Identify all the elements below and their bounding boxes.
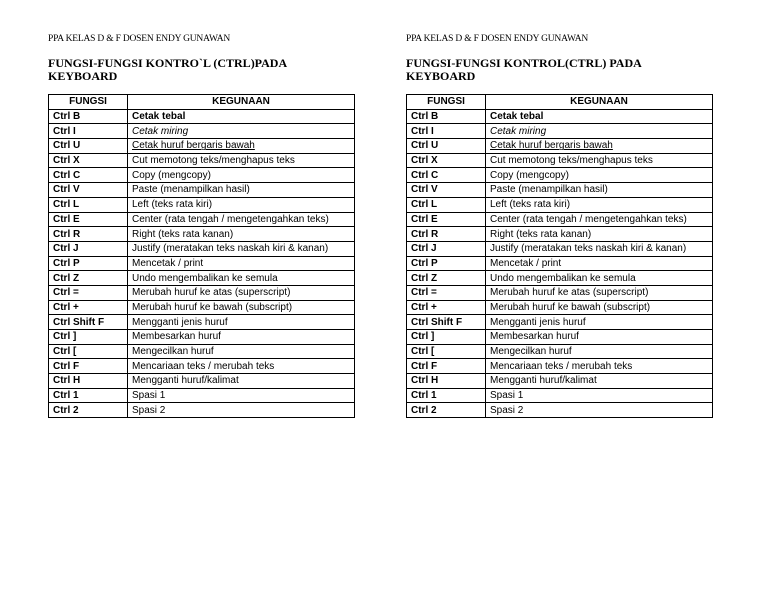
shortcut-description-cell: Spasi 2 <box>486 403 713 418</box>
table-row <box>407 271 713 286</box>
shortcut-key-cell: Ctrl 2 <box>407 403 486 418</box>
title-line-2: KEYBOARD <box>406 69 476 83</box>
shortcut-description-cell: Cut memotong teks/menghapus teks <box>128 153 355 168</box>
shortcut-key-cell: Ctrl 1 <box>407 388 486 403</box>
table-row <box>49 271 355 286</box>
shortcut-key-cell: Ctrl [ <box>49 344 128 359</box>
table-header-row <box>49 95 355 110</box>
shortcut-description-cell: Spasi 2 <box>128 403 355 418</box>
shortcut-description-cell: Copy (mengcopy) <box>128 168 355 183</box>
shortcut-key-cell: Ctrl V <box>407 183 486 198</box>
shortcut-description-cell: Left (teks rata kiri) <box>128 197 355 212</box>
shortcut-key-cell: Ctrl E <box>407 212 486 227</box>
shortcut-description-cell: Right (teks rata kanan) <box>486 227 713 242</box>
title-line-2: KEYBOARD <box>48 69 118 83</box>
shortcut-key-cell: Ctrl L <box>49 197 128 212</box>
shortcut-key-cell: Ctrl P <box>407 256 486 271</box>
shortcut-description-cell: Mencetak / print <box>128 256 355 271</box>
shortcut-description-cell: Merubah huruf ke atas (superscript) <box>128 285 355 300</box>
table-row <box>407 285 713 300</box>
page-header: PPA KELAS D & F DOSEN ENDY GUNAWAN <box>48 34 231 44</box>
shortcut-description-cell: Paste (menampilkan hasil) <box>128 183 355 198</box>
table-row <box>49 124 355 139</box>
shortcut-description-cell: Mencetak / print <box>486 256 713 271</box>
shortcut-description-cell: Cetak tebal <box>486 109 713 124</box>
shortcut-description-cell: Mengganti huruf/kalimat <box>486 374 713 389</box>
shortcut-description-cell: Mengganti huruf/kalimat <box>128 374 355 389</box>
table-row <box>407 109 713 124</box>
shortcut-key-cell: Ctrl H <box>407 374 486 389</box>
shortcut-description-cell: Mengganti jenis huruf <box>486 315 713 330</box>
shortcut-key-cell: Ctrl B <box>407 109 486 124</box>
table-row <box>49 197 355 212</box>
shortcut-key-cell: Ctrl Shift F <box>49 315 128 330</box>
shortcut-key-cell: Ctrl Shift F <box>407 315 486 330</box>
table-row <box>407 124 713 139</box>
table-row <box>407 300 713 315</box>
shortcut-key-cell: Ctrl = <box>407 285 486 300</box>
shortcut-description-cell: Justify (meratakan teks naskah kiri & kanan) <box>128 241 355 256</box>
table-row <box>49 330 355 345</box>
table-row <box>407 197 713 212</box>
title-line-1: FUNGSI-FUNGSI KONTROL(CTRL) PADA <box>406 56 642 70</box>
column-header-fungsi: FUNGSI <box>49 95 128 110</box>
table-row <box>407 168 713 183</box>
column-header-kegunaan: KEGUNAAN <box>486 95 713 110</box>
table-row <box>407 256 713 271</box>
shortcut-description-cell: Cetak miring <box>486 124 713 139</box>
shortcut-description-cell: Mencariaan teks / merubah teks <box>486 359 713 374</box>
shortcut-description-cell: Mencariaan teks / merubah teks <box>128 359 355 374</box>
table-row <box>407 374 713 389</box>
table-row <box>407 183 713 198</box>
table-row <box>49 183 355 198</box>
table-row <box>49 227 355 242</box>
shortcut-description-cell: Right (teks rata kanan) <box>128 227 355 242</box>
table-row <box>49 388 355 403</box>
shortcut-key-cell: Ctrl ] <box>49 330 128 345</box>
shortcut-description-cell: Undo mengembalikan ke semula <box>486 271 713 286</box>
shortcut-key-cell: Ctrl 2 <box>49 403 128 418</box>
shortcut-key-cell: Ctrl L <box>407 197 486 212</box>
page-title <box>406 57 716 83</box>
table-row <box>407 212 713 227</box>
shortcut-description-cell: Cut memotong teks/menghapus teks <box>486 153 713 168</box>
shortcut-key-cell: Ctrl E <box>49 212 128 227</box>
shortcut-key-cell: Ctrl = <box>49 285 128 300</box>
shortcut-key-cell: Ctrl C <box>49 168 128 183</box>
table-row <box>49 109 355 124</box>
table-row <box>49 300 355 315</box>
shortcut-key-cell: Ctrl R <box>407 227 486 242</box>
table-row <box>49 241 355 256</box>
table-row <box>49 139 355 154</box>
shortcut-key-cell: Ctrl 1 <box>49 388 128 403</box>
table-row <box>49 315 355 330</box>
table-row <box>407 139 713 154</box>
shortcut-key-cell: Ctrl F <box>407 359 486 374</box>
shortcut-description-cell: Cetak tebal <box>128 109 355 124</box>
page-title <box>48 57 358 83</box>
shortcut-description-cell: Spasi 1 <box>128 388 355 403</box>
shortcut-description-cell: Mengecilkan huruf <box>128 344 355 359</box>
shortcut-description-cell: Cetak miring <box>128 124 355 139</box>
table-row <box>49 153 355 168</box>
table-row <box>49 344 355 359</box>
shortcut-key-cell: Ctrl R <box>49 227 128 242</box>
table-row <box>407 344 713 359</box>
table-row <box>407 330 713 345</box>
shortcut-key-cell: Ctrl V <box>49 183 128 198</box>
shortcut-description-cell: Center (rata tengah / mengetengahkan teks) <box>486 212 713 227</box>
shortcut-description-cell: Left (teks rata kiri) <box>486 197 713 212</box>
column-header-kegunaan: KEGUNAAN <box>128 95 355 110</box>
table-header-row <box>407 95 713 110</box>
title-line-1: FUNGSI-FUNGSI KONTRO`L (CTRL)PADA <box>48 56 288 70</box>
shortcut-description-cell: Membesarkan huruf <box>128 330 355 345</box>
table-row <box>49 403 355 418</box>
shortcut-description-cell: Mengecilkan huruf <box>486 344 713 359</box>
table-row <box>407 227 713 242</box>
shortcut-description-cell: Paste (menampilkan hasil) <box>486 183 713 198</box>
shortcut-key-cell: Ctrl X <box>407 153 486 168</box>
shortcut-table <box>48 94 355 418</box>
shortcut-table <box>406 94 713 418</box>
shortcut-description-cell: Merubah huruf ke bawah (subscript) <box>486 300 713 315</box>
table-row <box>407 403 713 418</box>
shortcut-key-cell: Ctrl I <box>407 124 486 139</box>
table-row <box>49 285 355 300</box>
shortcut-description-cell: Mengganti jenis huruf <box>128 315 355 330</box>
shortcut-key-cell: Ctrl + <box>407 300 486 315</box>
shortcut-key-cell: Ctrl ] <box>407 330 486 345</box>
shortcut-description-cell: Membesarkan huruf <box>486 330 713 345</box>
shortcut-description-cell: Undo mengembalikan ke semula <box>128 271 355 286</box>
table-row <box>49 374 355 389</box>
shortcut-description-cell: Cetak huruf bergaris bawah <box>486 139 713 154</box>
page-header: PPA KELAS D & F DOSEN ENDY GUNAWAN <box>406 34 589 44</box>
shortcut-description-cell: Cetak huruf bergaris bawah <box>128 139 355 154</box>
shortcut-description-cell: Merubah huruf ke bawah (subscript) <box>128 300 355 315</box>
table-row <box>407 359 713 374</box>
shortcut-description-cell: Copy (mengcopy) <box>486 168 713 183</box>
table-row <box>49 359 355 374</box>
shortcut-description-cell: Center (rata tengah / mengetengahkan teks) <box>128 212 355 227</box>
shortcut-key-cell: Ctrl U <box>49 139 128 154</box>
shortcut-key-cell: Ctrl Z <box>49 271 128 286</box>
shortcut-description-cell: Justify (meratakan teks naskah kiri & kanan) <box>486 241 713 256</box>
shortcut-key-cell: Ctrl J <box>49 241 128 256</box>
table-row <box>49 212 355 227</box>
shortcut-key-cell: Ctrl H <box>49 374 128 389</box>
table-row <box>407 153 713 168</box>
shortcut-key-cell: Ctrl J <box>407 241 486 256</box>
shortcut-key-cell: Ctrl X <box>49 153 128 168</box>
shortcut-description-cell: Merubah huruf ke atas (superscript) <box>486 285 713 300</box>
table-row <box>49 256 355 271</box>
shortcut-key-cell: Ctrl I <box>49 124 128 139</box>
shortcut-key-cell: Ctrl [ <box>407 344 486 359</box>
table-row <box>407 241 713 256</box>
shortcut-key-cell: Ctrl B <box>49 109 128 124</box>
shortcut-key-cell: Ctrl F <box>49 359 128 374</box>
table-row <box>49 168 355 183</box>
table-row <box>407 388 713 403</box>
shortcut-key-cell: Ctrl Z <box>407 271 486 286</box>
table-row <box>407 315 713 330</box>
shortcut-key-cell: Ctrl C <box>407 168 486 183</box>
shortcut-description-cell: Spasi 1 <box>486 388 713 403</box>
shortcut-key-cell: Ctrl P <box>49 256 128 271</box>
column-header-fungsi: FUNGSI <box>407 95 486 110</box>
shortcut-key-cell: Ctrl U <box>407 139 486 154</box>
shortcut-key-cell: Ctrl + <box>49 300 128 315</box>
